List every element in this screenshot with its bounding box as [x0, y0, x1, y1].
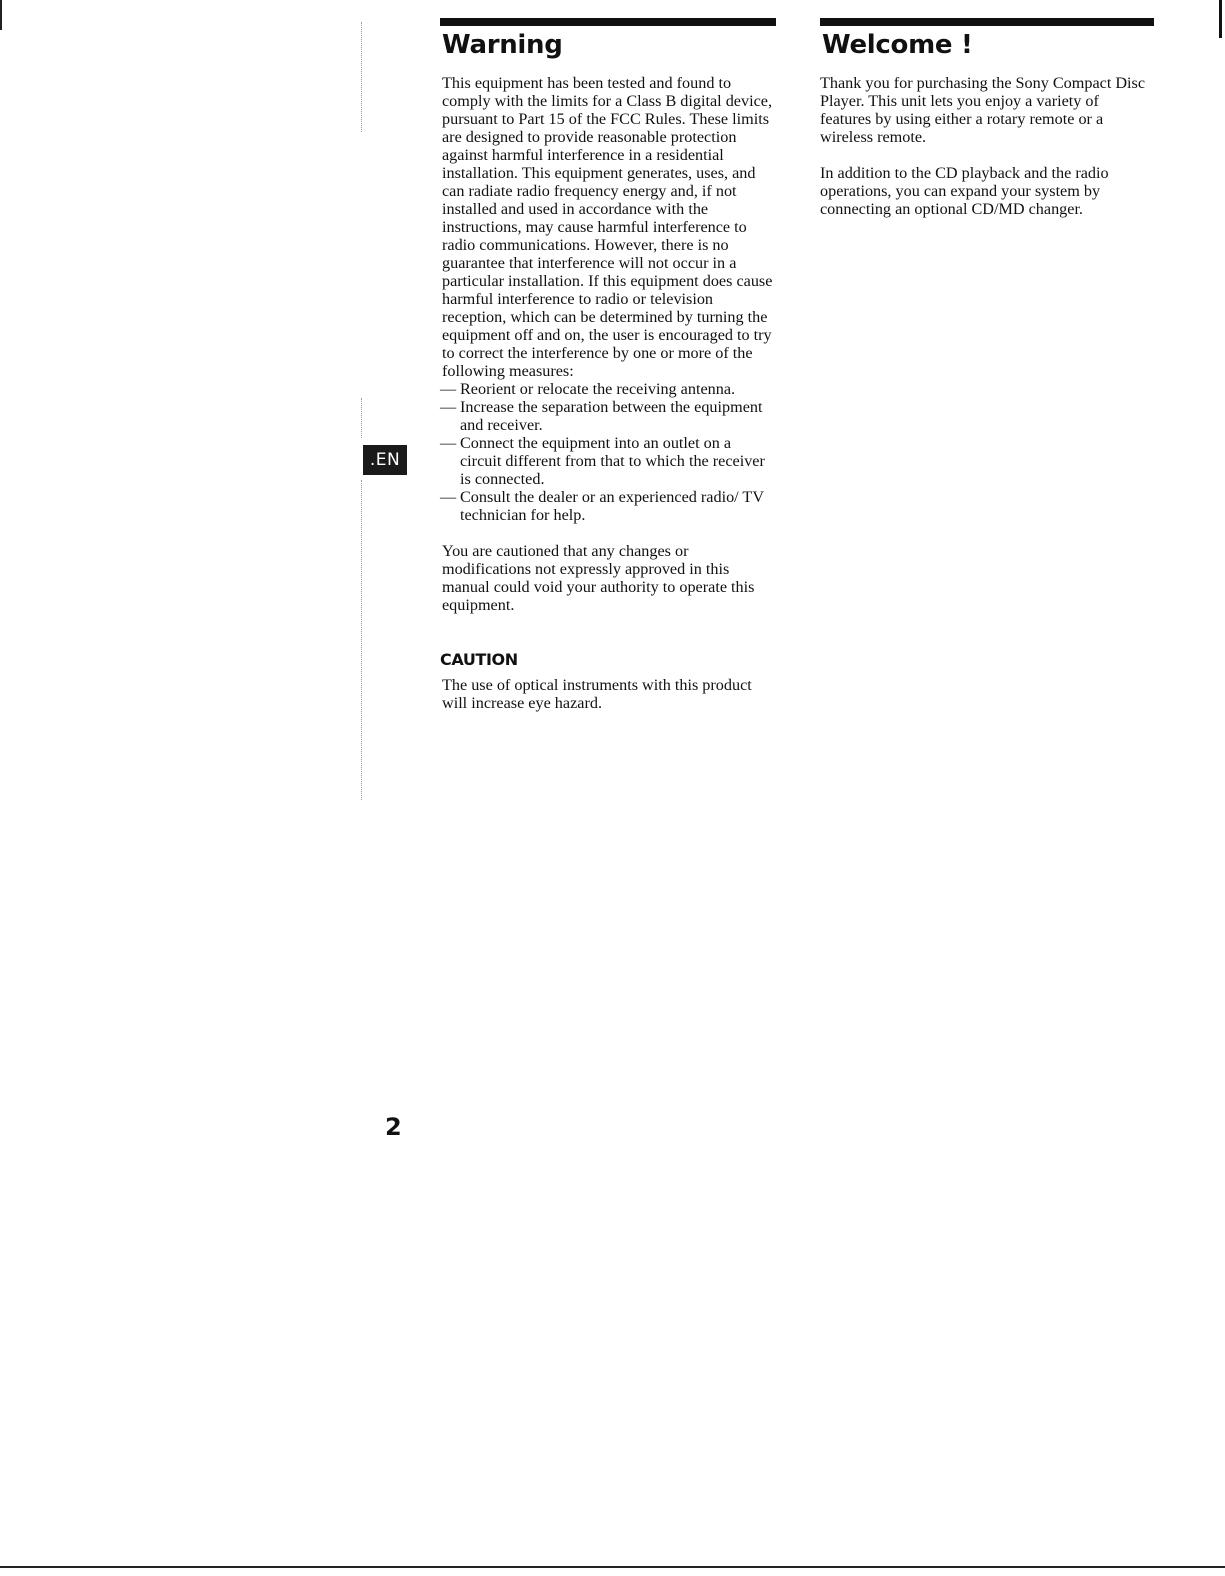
- welcome-paragraph-1: Thank you for purchasing the Sony Compact Disc Player. This unit lets you enjoy a variety of features by using either a rotary remote or a wireless remote.: [820, 74, 1146, 146]
- dash-marker: —: [440, 398, 457, 416]
- language-tab: .EN: [363, 445, 407, 475]
- warning-paragraph: This equipment has been tested and found to comply with the limits for a Class B digital device, pursuant to Part 15 of the FCC Rules. These limits are designed to provide reasonable protection against harmful interference in a residential installation. This equipment generates, uses, and can radiate radio frequency energy and, if not installed and used in accordance with the instructions, may cause harmful interference to radio communications. However, there is no guarantee that interference will not occur in a particular installation. If this equipment does cause harmful interference to radio or television reception, which can be determined by turning the equipment off and on, the user is encouraged to try to correct the interference by one or more of the following measures:: [442, 74, 773, 380]
- welcome-title: Welcome !: [822, 30, 973, 60]
- warning-measures-list: [440, 380, 776, 524]
- list-item: [440, 398, 776, 434]
- list-item: [440, 380, 776, 398]
- measure-text: Reorient or relocate the receiving antenna.: [460, 380, 736, 398]
- page-edge-left: [0, 0, 2, 30]
- measure-text: Consult the dealer or an experienced radio/ TV technician for help.: [460, 488, 764, 524]
- page-edge-right: [1219, 0, 1222, 38]
- dash-marker: —: [440, 434, 457, 452]
- dash-marker: —: [440, 380, 457, 398]
- warning-caution-paragraph: You are cautioned that any changes or modifications not expressly approved in this manual could void your authority to operate this equipment.: [442, 542, 755, 614]
- warning-heading-rule: [440, 18, 776, 26]
- warning-section: [440, 18, 776, 712]
- page-number: 2: [385, 1113, 402, 1141]
- list-item: [440, 434, 776, 488]
- measure-text: Increase the separation between the equipment and receiver.: [460, 398, 763, 434]
- binding-guide-bottom: [361, 480, 362, 800]
- welcome-paragraph-2: In addition to the CD playback and the radio operations, you can expand your system by connecting an optional CD/MD changer.: [820, 164, 1109, 218]
- warning-title: Warning: [442, 30, 563, 60]
- measure-text: Connect the equipment into an outlet on a circuit different from that to which the receiver is connected.: [460, 434, 765, 488]
- caution-title: CAUTION: [440, 650, 518, 669]
- dash-marker: —: [440, 488, 457, 506]
- caution-text: The use of optical instruments with this product will increase eye hazard.: [442, 676, 752, 712]
- page-bottom-rule: [0, 1566, 1225, 1568]
- list-item: [440, 488, 776, 524]
- binding-guide-mid: [361, 398, 362, 438]
- welcome-heading-rule: [820, 18, 1154, 26]
- welcome-section: [820, 18, 1154, 218]
- binding-guide-top: [361, 22, 362, 132]
